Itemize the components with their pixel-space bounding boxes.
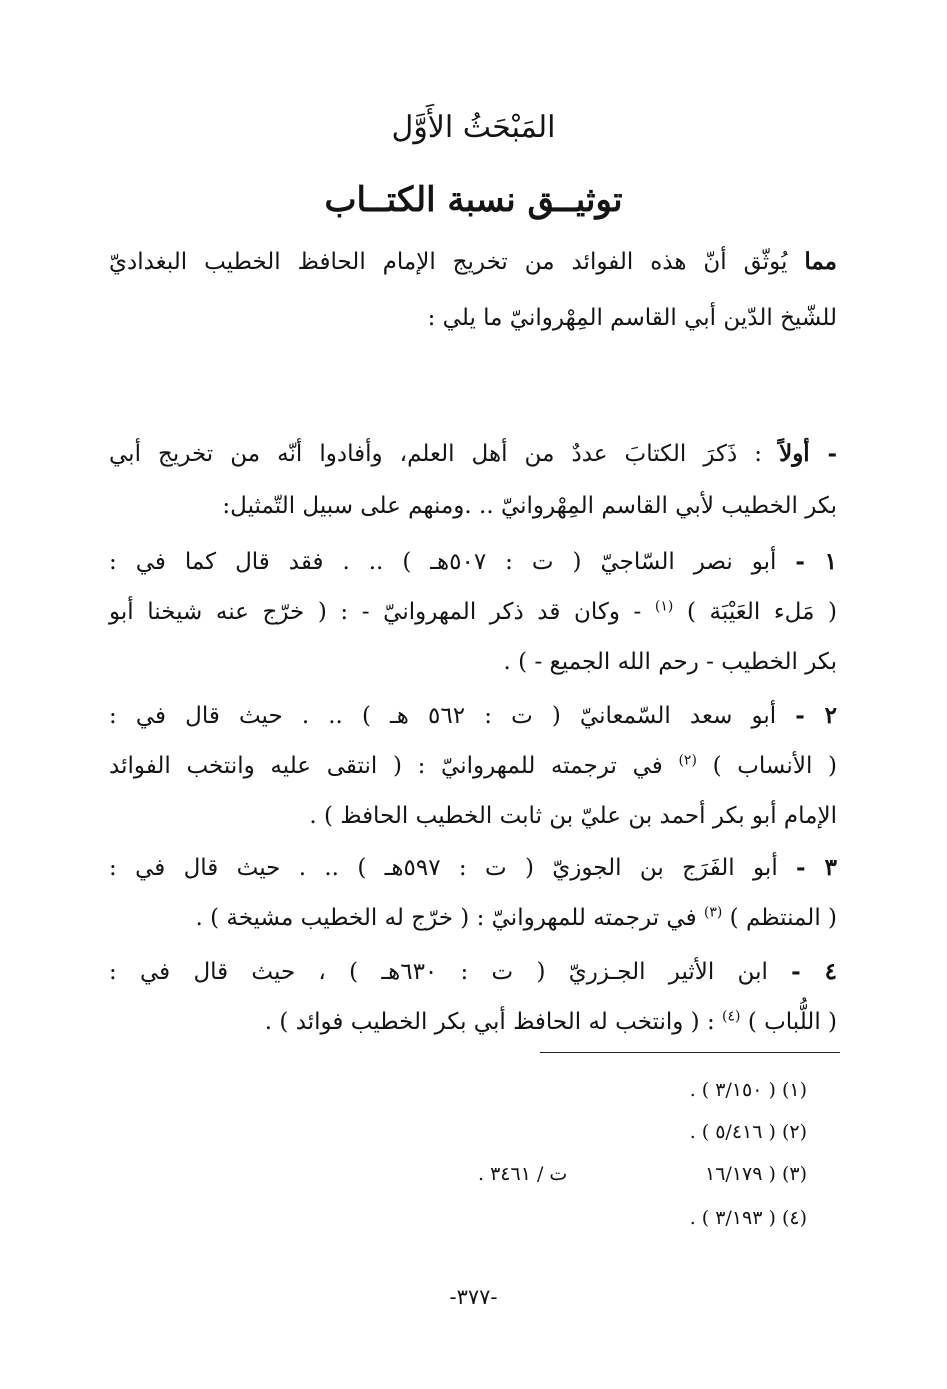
list-item-1-line-2 xyxy=(109,590,837,634)
first-point-line-1-text: : ذَكرَ الكتابَ عددٌ من أهل العلم، وأفادوا أنّه من تخريج أبي xyxy=(109,441,780,467)
footnote-3: (٣) ( ١٦/١٧٩ xyxy=(705,1163,807,1185)
footnote-4: (٤) ( ٣/١٩٣ ) . xyxy=(689,1207,807,1229)
first-point-line-2: بكر الخطيب لأبي القاسم المِهْروانيّ .. .ومنهم على سبيل التّمثيل: xyxy=(222,493,837,519)
list-item-2-number: ٢ - xyxy=(795,702,837,729)
page-title: توثيــق نسبة الكتــاب xyxy=(324,180,623,220)
list-item-4-line-2 xyxy=(109,1000,837,1044)
list-item-2-source: ( الأنساب ) xyxy=(712,753,838,779)
list-item-4-text: ابن الأثير الجـزريّ ( ت : ٦٣٠هـ ) ، حيث قال في : xyxy=(109,959,792,985)
list-item-4-line-1 xyxy=(109,950,837,994)
footnote-ref-1: (١) xyxy=(654,598,674,615)
intro-line-1-text: يُوثّق أنّ هذه الفوائد من تخريج الإمام الحافظ الخطيب البغداديّ xyxy=(109,249,805,275)
footnote-ref-3: (٣) xyxy=(703,904,723,921)
intro-line-1 xyxy=(109,240,837,284)
footnote-divider xyxy=(540,1052,840,1053)
list-item-2-line-3: الإمام أبو بكر أحمد بن عليّ بن ثابت الخطيب الحافظ ) . xyxy=(309,803,837,829)
list-item-3-number: ٣ - xyxy=(796,854,837,881)
intro-lead-word: مما xyxy=(804,248,837,275)
page-number: -٣٧٧- xyxy=(449,1285,498,1309)
list-item-2-line-1 xyxy=(109,694,837,738)
list-item-2-line-2 xyxy=(109,744,837,788)
list-item-4-source: ( اللُّباب ) xyxy=(747,1009,837,1035)
list-item-4-quote: : ( وانتخب له الحافظ أبي بكر الخطيب فوائد ) . xyxy=(264,1009,723,1035)
list-item-1-source: ( مَلء العَيْبَة ) xyxy=(686,599,838,625)
first-point-lead: - أولاً xyxy=(779,440,837,467)
footnote-ref-2: (٢) xyxy=(678,752,697,769)
list-item-1-line-1 xyxy=(109,540,837,584)
list-item-4-number: ٤ - xyxy=(791,958,837,985)
section-heading: المَبْحَثُ الأَوَّل xyxy=(391,110,556,145)
footnote-1: (١) ( ٣/١٥٠ ) . xyxy=(689,1079,807,1101)
list-item-2-quote: في ترجمته للمهروانيّ : ( انتقى عليه وانتخب الفوائد xyxy=(109,753,679,779)
footnote-ref-4: (٤) xyxy=(722,1008,741,1025)
footnote-2: (٢) ( ٥/٤١٦ ) . xyxy=(689,1121,807,1143)
first-point-line-1 xyxy=(109,432,837,476)
list-item-1-quote: - وكان قد ذكر المهروانيّ - : ( خرّج عنه شيخنا أبو xyxy=(109,599,655,625)
list-item-1-number: ١ - xyxy=(795,548,837,575)
list-item-3-quote: في ترجمته للمهروانيّ : ( خرّج له الخطيب مشيخة ) . xyxy=(195,905,704,931)
list-item-1-line-3: بكر الخطيب - رحم الله الجميع - ) . xyxy=(503,649,837,675)
list-item-2-text: أبو سعد السّمعانيّ ( ت : ٥٦٢ هـ ) .. . حيث قال في : xyxy=(109,703,796,729)
list-item-3-text: أبو الفَرَج بن الجوزيّ ( ت : ٥٩٧هـ ) .. . حيث قال في : xyxy=(109,855,797,881)
footnote-3-margin-note: ت / ٣٤٦١ . xyxy=(478,1163,568,1185)
list-item-3-source: ( المنتظم ) xyxy=(729,905,837,931)
intro-line-2: للشّيخ الدّين أبي القاسم المِهْروانيّ ما يلي : xyxy=(427,305,837,331)
list-item-3-line-1 xyxy=(109,846,837,890)
list-item-3-line-2 xyxy=(109,896,837,940)
list-item-1-text: أبو نصر السّاجيّ ( ت : ٥٠٧هـ ) .. . فقد قال كما في : xyxy=(109,549,796,575)
